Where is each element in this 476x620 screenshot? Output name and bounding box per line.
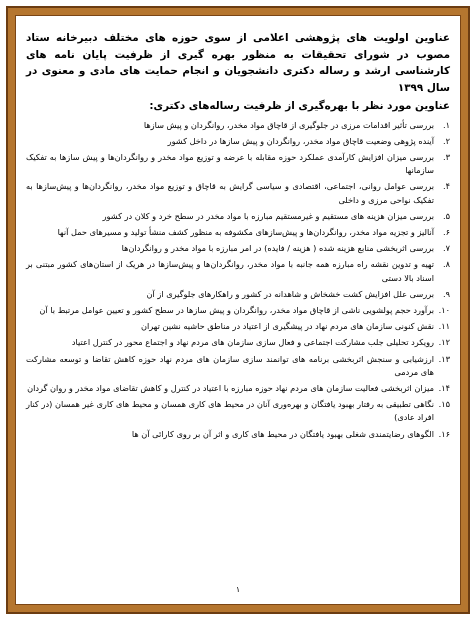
section-subheading: عناوین مورد نظر با بهره‌گیری از ظرفیت رساله‌های دکتری: [149, 100, 450, 112]
item-text: بررسی عوامل روانی، اجتماعی، اقتصادی و سیاسی گرایش به قاچاق و توزیع مواد مخدر، روانگردان‌ها و پیش‌سازها به تفکیک نواحی مرزی و داخلی [26, 181, 434, 205]
item-text: ارزشیابی و سنجش اثربخشی برنامه های توانمند سازی سازمان های مردم نهاد حوزه کاهش تقاضا و توسعه مشارکت های مردمی [26, 353, 434, 377]
item-number: ۱۵. [438, 399, 450, 410]
document-page [26, 30, 450, 598]
list-item [26, 304, 450, 317]
item-number: ۱۰. [438, 304, 450, 315]
list-item [26, 135, 450, 148]
list-item [26, 320, 450, 333]
item-number: ۱. [442, 119, 450, 130]
item-text: نقش کنونی سازمان های مردم نهاد در پیشگیری از اعتیاد در مناطق حاشیه نشین تهران [141, 321, 434, 332]
item-text: بررسی میزان افزایش کارآمدی عملکرد حوزه مقابله با عرضه و توزیع مواد مخدر و روانگردان‌ها و پیش سازها به تفکیک سازمانها [26, 151, 434, 176]
item-number: ۱۶. [438, 428, 450, 439]
priority-list [26, 119, 450, 441]
item-text: نگاهی تطبیقی به رفتار بهبود یافتگان و بهره‌وری آنان در محیط های کاری همسان و محیط های کاری غیر همسان (در کنار افراد عادی) [26, 399, 434, 423]
item-number: ۴. [442, 181, 450, 192]
item-number: ۱۴. [438, 382, 450, 393]
list-item [26, 180, 450, 206]
list-item [26, 288, 450, 301]
item-number: ۳. [442, 151, 450, 162]
list-item [26, 119, 450, 132]
list-item [26, 428, 450, 441]
list-item [26, 382, 450, 395]
list-item [26, 353, 450, 379]
item-number: ۲. [442, 135, 450, 146]
item-number: ۵. [442, 210, 450, 221]
list-item [26, 336, 450, 349]
list-item [26, 242, 450, 255]
item-text: برآورد حجم پولشویی ناشی از قاچاق مواد مخدر، روانگردان و پیش سازها در سطح کشور و تعیین عوامل مرتبط با آن [39, 304, 434, 315]
list-item [26, 210, 450, 223]
page-number: ۱ [235, 585, 241, 594]
item-text: آنالیز و تجزیه مواد مخدر، روانگردان‌ها و پیش‌سازهای مکشوفه به منظور کشف منشأ تولید و مسیرهای حمل آنها [57, 226, 434, 237]
item-number: ۷. [442, 243, 450, 254]
item-text: بررسی تأثیر اقدامات مرزی در جلوگیری از قاچاق مواد مخدر، روانگردان و پیش سازها [143, 119, 434, 130]
item-number: ۱۳. [438, 353, 450, 364]
item-text: الگوهای رضایتمندی شغلی بهبود یافتگان در محیط های کاری و اثر آن بر روی کارائی آن ها [131, 428, 434, 439]
item-text: تهیه و تدوین نقشه راه مبارزه همه جانبه با مواد مخدر، روانگردان‌ها و پیش‌سازها در هریک از استان‌های کشور مبتنی بر اسناد بالا دستی [26, 259, 434, 283]
list-item [26, 151, 450, 177]
list-item [26, 398, 450, 424]
item-text: آینده پژوهی وضعیت قاچاق مواد مخدر، روانگردان و پیش سازها در داخل کشور [167, 135, 434, 146]
item-number: ۱۱. [438, 321, 450, 332]
item-text: بررسی اثربخشی منابع هزینه شده ( هزینه / فایده) در امر مبارزه با مواد مخدر و روانگردان‌ها [121, 243, 434, 254]
document-title: عناوین اولویت های پژوهشی اعلامی از سوی حوزه های مختلف دبیرخانه ستاد مصوب در شورای تحقیقات به منظور بهره گیری از ظرفیت پایان نامه های کارشناسی ارشد و رساله دکتری دانشجویان و انجام حمایت های مادی و معنوی در سال ۱۳۹۹ [26, 32, 450, 94]
item-number: ۸. [442, 259, 450, 270]
item-number: ۶. [442, 226, 450, 237]
item-text: بررسی میزان هزینه های مستقیم و غیرمستقیم مبارزه با مواد مخدر در سطح خرد و کلان در کشور [102, 210, 434, 221]
list-item [26, 226, 450, 239]
item-number: ۹. [442, 288, 450, 299]
item-text: میزان اثربخشی فعالیت سازمان های مردم نهاد حوزه مبارزه با اعتیاد در کنترل و کاهش تقاضای مواد مخدر و روان گردان [27, 382, 434, 393]
item-text: بررسی علل افزایش کشت خشخاش و شاهدانه در کشور و راهکارهای جلوگیری از آن [146, 288, 434, 299]
item-text: رویکرد تحلیلی جلب مشارکت اجتماعی و فعال سازی سازمان های مردم نهاد و اجتماع محور در کنترل اعتیاد [71, 337, 434, 348]
list-item [26, 258, 450, 284]
item-number: ۱۲. [438, 337, 450, 348]
